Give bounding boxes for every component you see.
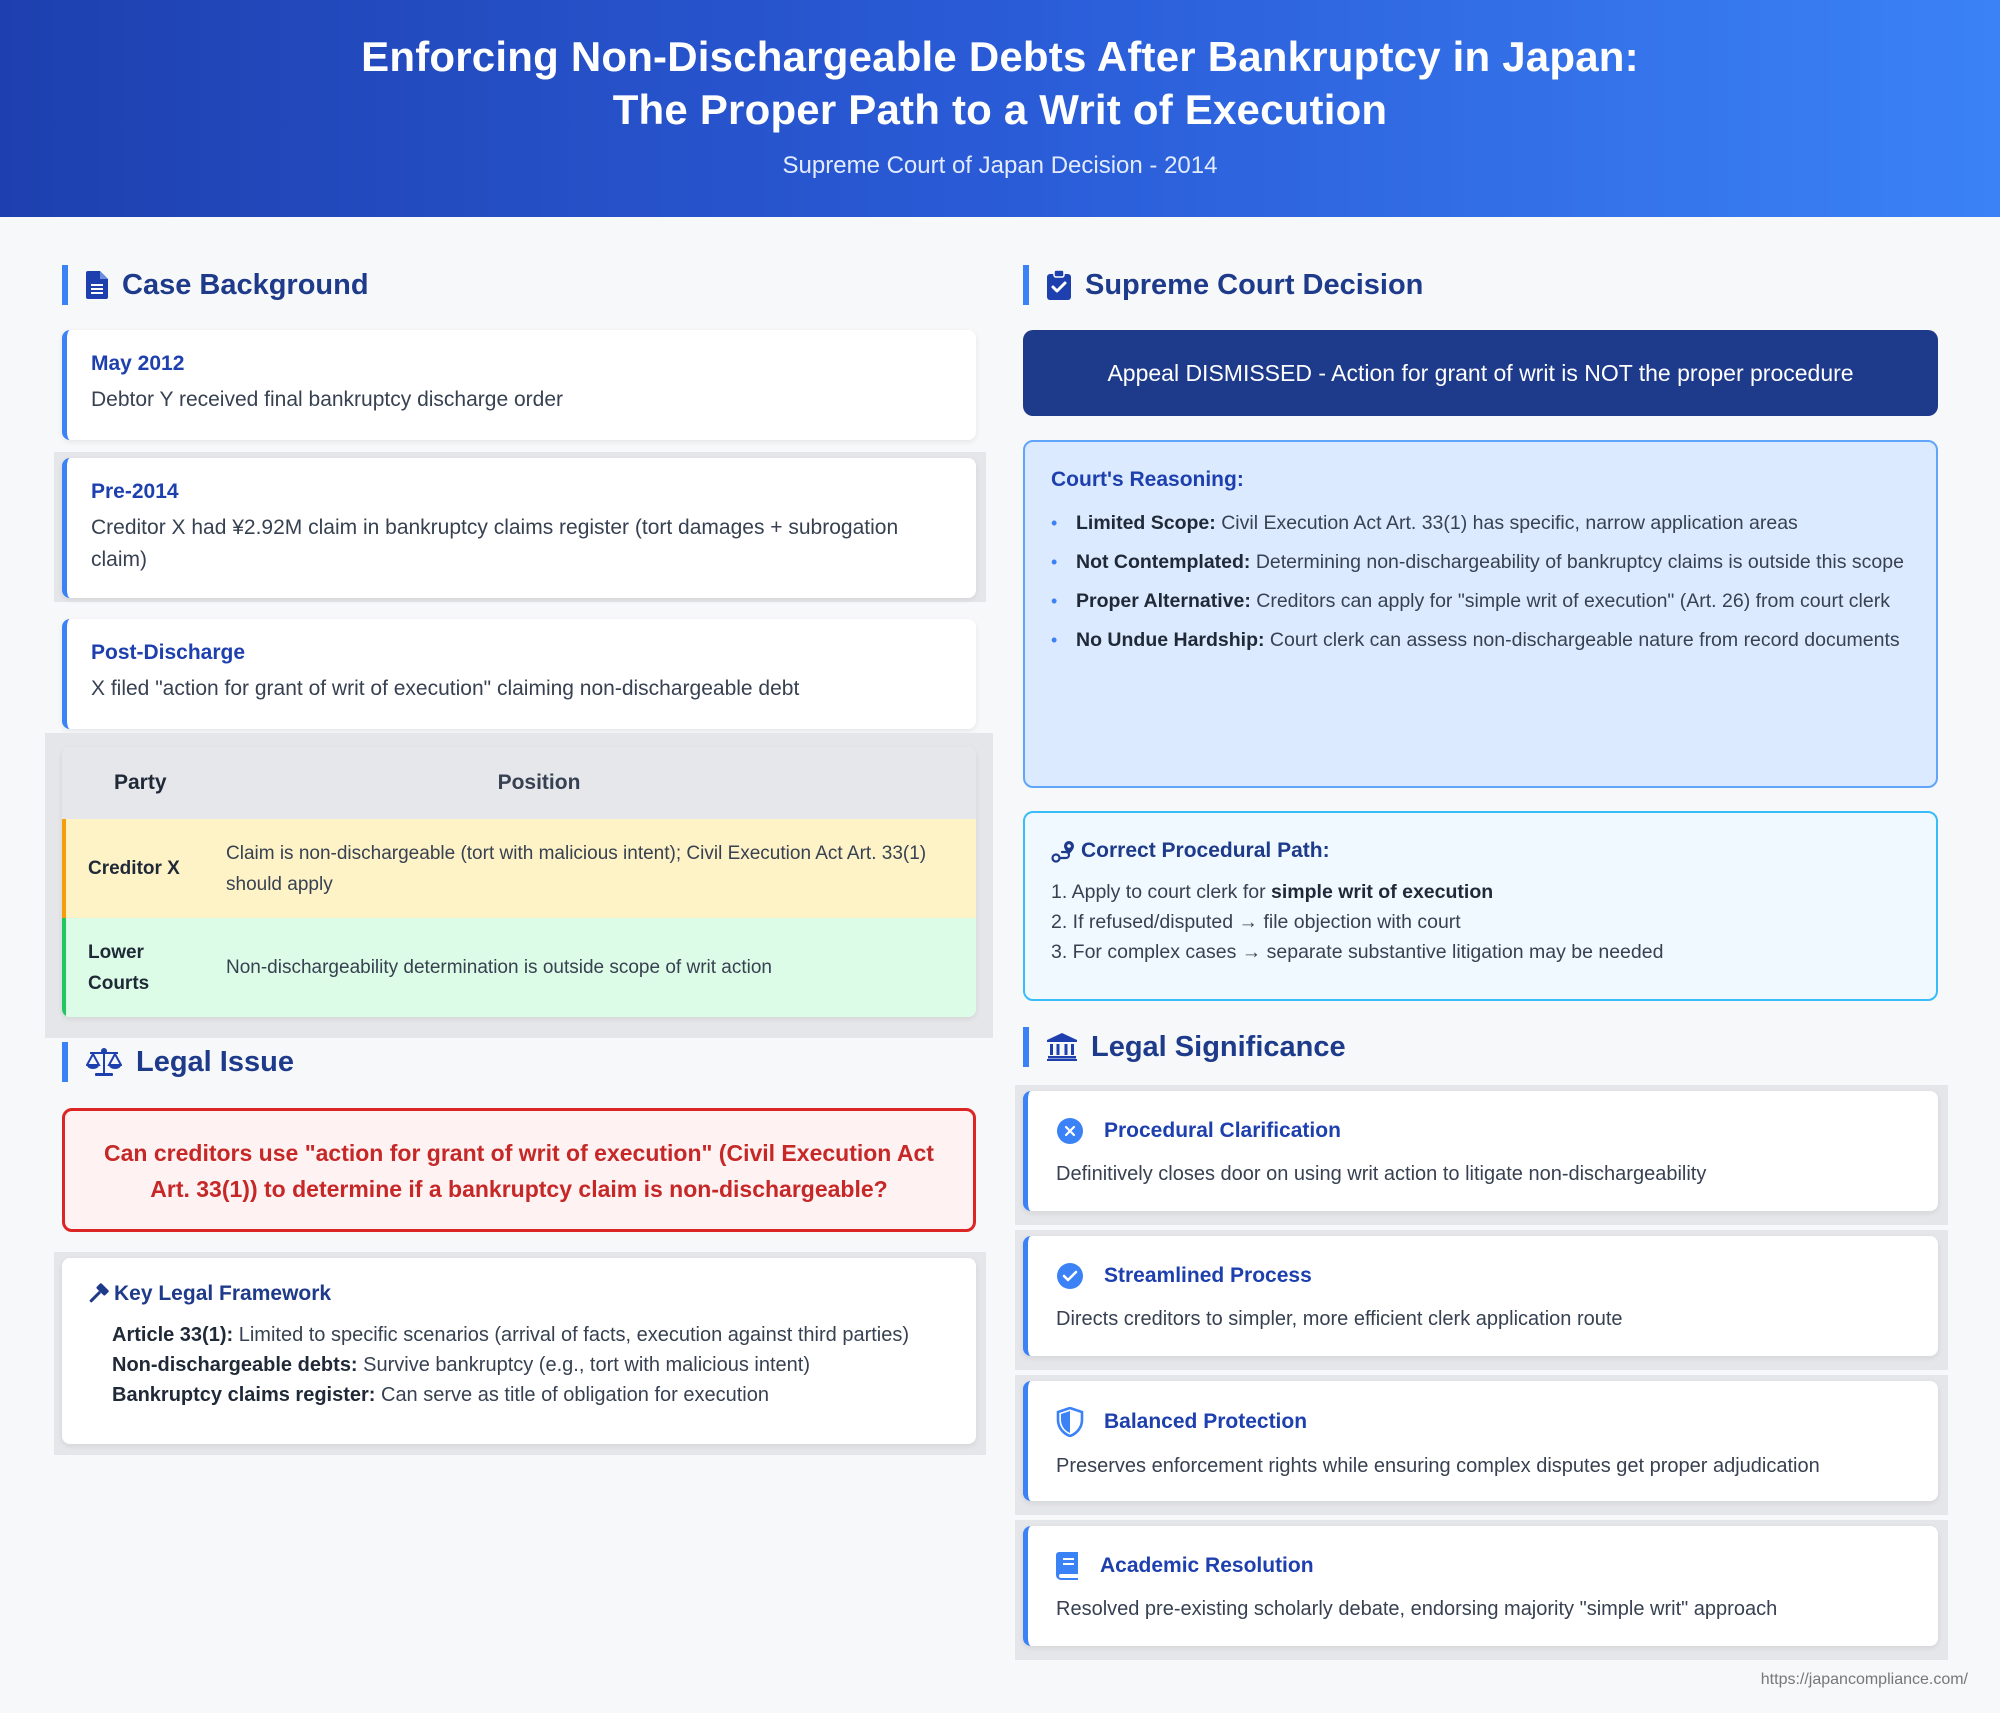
- title-line-1: Enforcing Non-Dischargeable Debts After Bankruptcy in Japan:: [361, 33, 1639, 80]
- path-step: [1051, 907, 1910, 937]
- timeline-date: Post-Discharge: [91, 641, 246, 664]
- page-title: [0, 0, 2000, 136]
- timeline-item: [62, 458, 976, 598]
- scales-icon: [86, 1047, 122, 1077]
- route-icon: [1051, 839, 1077, 863]
- path-step-text: 2. If refused/disputed → file objection with court: [1051, 911, 1461, 933]
- timeline-date: May 2012: [91, 352, 185, 375]
- timeline-text: Debtor Y received final bankruptcy discharge order: [91, 388, 563, 411]
- decision-banner: Appeal DISMISSED - Action for grant of writ is NOT the proper procedure: [1023, 330, 1938, 416]
- footer-url[interactable]: https://japancompliance.com/: [1760, 1671, 1968, 1688]
- reasoning-text: Civil Execution Act Art. 33(1) has specific, narrow application areas: [1215, 512, 1798, 534]
- row-position: Claim is non-dischargeable (tort with malicious intent); Civil Execution Act Art. 33(1) should apply: [226, 842, 927, 895]
- framework-term: Bankruptcy claims register:: [112, 1384, 376, 1406]
- table-row: [62, 918, 976, 1017]
- significance-item-title-row: [1056, 1117, 1938, 1145]
- clipboard-check-icon: [1047, 270, 1071, 300]
- reasoning-term: Limited Scope:: [1076, 512, 1216, 534]
- significance-item-text: Resolved pre-existing scholarly debate, endorsing majority "simple writ" approach: [1056, 1598, 1778, 1620]
- reasoning-item: [1051, 625, 1910, 656]
- header-position: Position: [497, 771, 581, 794]
- path-step-bold: simple writ of execution: [1271, 881, 1494, 903]
- row-position: Non-dischargeability determination is outside scope of writ action: [226, 957, 772, 978]
- case-background-header: [62, 265, 369, 305]
- table-row: [62, 819, 976, 918]
- positions-table: [62, 747, 976, 1017]
- legal-issue-title: Legal Issue: [136, 1045, 294, 1078]
- correct-procedural-path: [1023, 811, 1938, 1001]
- path-title-row: [1051, 839, 1910, 863]
- court-reasoning: [1023, 440, 1938, 788]
- reasoning-item: [1051, 547, 1910, 578]
- page-header: [0, 0, 2000, 217]
- significance-item-title: Academic Resolution: [1100, 1554, 1314, 1577]
- framework-text: Limited to specific scenarios (arrival of facts, execution against third parties): [233, 1324, 910, 1346]
- framework-term: Non-dischargeable debts:: [112, 1354, 358, 1376]
- framework-item: [112, 1380, 976, 1410]
- significance-item-title-row: [1056, 1407, 1938, 1437]
- significance-item-text: Definitively closes door on using writ action to litigate non-dischargeability: [1056, 1163, 1707, 1185]
- header-party: Party: [114, 771, 167, 794]
- supreme-court-decision-header: [1023, 265, 1423, 305]
- reasoning-list: [1051, 508, 1910, 656]
- reasoning-title: Court's Reasoning:: [1051, 468, 1244, 491]
- book-icon: [1056, 1552, 1080, 1580]
- significance-item: [1023, 1236, 1938, 1356]
- decision-title: Supreme Court Decision: [1085, 268, 1424, 301]
- framework-item: [112, 1350, 976, 1380]
- timeline-item: [62, 330, 976, 440]
- legal-issue-question: Can creditors use "action for grant of writ of execution" (Civil Execution Act Art. 33(1)) to determine if a bankruptcy claim is non-dischargeable?: [62, 1108, 976, 1232]
- framework-title: Key Legal Framework: [114, 1282, 332, 1305]
- path-steps: [1051, 877, 1910, 967]
- framework-item: [112, 1320, 976, 1350]
- timeline-item: [62, 619, 976, 729]
- reasoning-text: Court clerk can assess non-dischargeable nature from record documents: [1264, 629, 1900, 651]
- significance-item-text: Directs creditors to simpler, more efficient clerk application route: [1056, 1308, 1623, 1330]
- gavel-icon: [86, 1282, 110, 1306]
- significance-title: Legal Significance: [1091, 1030, 1346, 1063]
- timeline-text: X filed "action for grant of writ of execution" claiming non-dischargeable debt: [91, 677, 800, 700]
- significance-item-title-row: [1056, 1552, 1938, 1580]
- significance-item: [1023, 1526, 1938, 1646]
- significance-item-title: Balanced Protection: [1104, 1410, 1308, 1433]
- significance-item-title: Procedural Clarification: [1104, 1119, 1341, 1142]
- row-party: Creditor X: [88, 858, 180, 879]
- x-circle-icon: [1056, 1117, 1084, 1145]
- significance-item: [1023, 1381, 1938, 1501]
- timeline-date: Pre-2014: [91, 480, 179, 503]
- reasoning-item: [1051, 508, 1910, 539]
- framework-text: Can serve as title of obligation for execution: [375, 1384, 769, 1406]
- path-title: Correct Procedural Path:: [1081, 839, 1330, 862]
- case-background-title: Case Background: [122, 268, 369, 301]
- significance-item-text: Preserves enforcement rights while ensuring complex disputes get proper adjudication: [1056, 1455, 1820, 1477]
- framework-text: Survive bankruptcy (e.g., tort with malicious intent): [357, 1354, 811, 1376]
- reasoning-text: Determining non-dischargeability of bankruptcy claims is outside this scope: [1250, 551, 1904, 573]
- significance-item: [1023, 1091, 1938, 1211]
- reasoning-term: Not Contemplated:: [1076, 551, 1251, 573]
- significance-item-title: Streamlined Process: [1104, 1264, 1312, 1287]
- check-circle-icon: [1056, 1262, 1084, 1290]
- page-subtitle: Supreme Court of Japan Decision - 2014: [782, 152, 1218, 179]
- framework-title-row: [86, 1282, 976, 1306]
- reasoning-term: Proper Alternative:: [1076, 590, 1251, 612]
- document-icon: [86, 271, 108, 299]
- framework-term: Article 33(1):: [112, 1324, 234, 1346]
- title-line-2: The Proper Path to a Writ of Execution: [612, 86, 1388, 133]
- row-party: Lower Courts: [88, 941, 150, 994]
- path-step-text: 3. For complex cases → separate substantive litigation may be needed: [1051, 941, 1664, 963]
- path-step-text: 1. Apply to court clerk for: [1051, 881, 1272, 903]
- framework-list: [86, 1320, 976, 1410]
- reasoning-text: Creditors can apply for "simple writ of execution" (Art. 26) from court clerk: [1250, 590, 1890, 612]
- path-step: [1051, 937, 1910, 967]
- key-legal-framework: [62, 1258, 976, 1444]
- timeline-text: Creditor X had ¥2.92M claim in bankruptcy claims register (tort damages + subrogation claim): [91, 516, 899, 571]
- landmark-icon: [1047, 1033, 1077, 1061]
- shield-icon: [1056, 1407, 1084, 1437]
- significance-item-title-row: [1056, 1262, 1938, 1290]
- reasoning-item: [1051, 586, 1910, 617]
- reasoning-term: No Undue Hardship:: [1076, 629, 1265, 651]
- path-step: [1051, 877, 1910, 907]
- table-header: [62, 747, 976, 819]
- legal-issue-header: [62, 1042, 294, 1082]
- legal-significance-header: [1023, 1027, 1346, 1067]
